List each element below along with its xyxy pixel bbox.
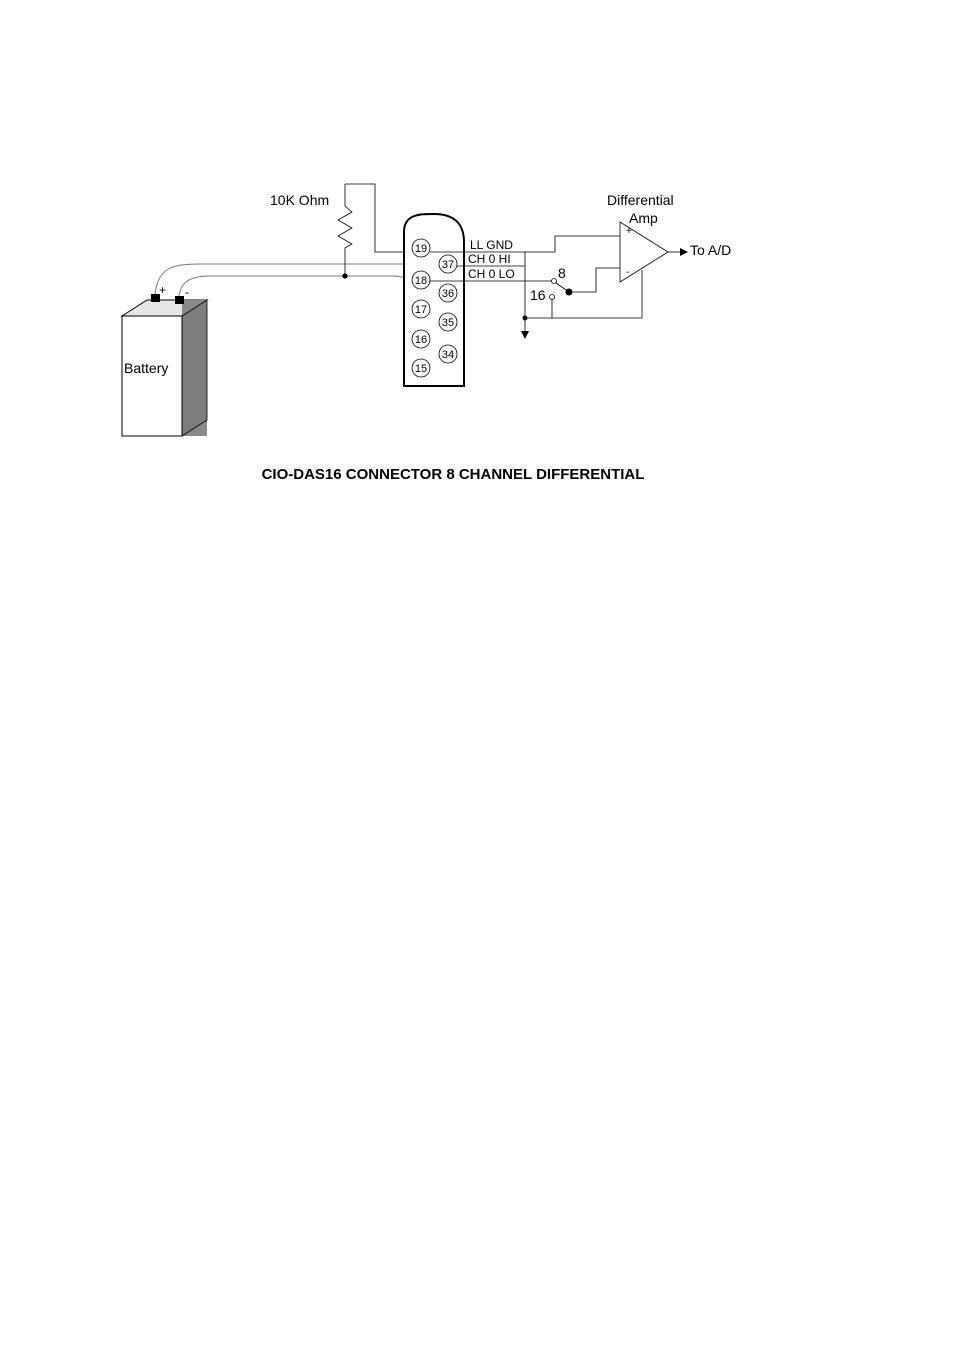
amp-minus-label: - bbox=[626, 267, 630, 278]
positive-wire bbox=[155, 264, 430, 294]
battery-negative-terminal bbox=[175, 296, 184, 304]
pin-label: 18 bbox=[414, 275, 428, 287]
figure-caption: CIO-DAS16 CONNECTOR 8 CHANNEL DIFFERENTIAL bbox=[261, 466, 645, 483]
switch-16-label: 16 bbox=[530, 287, 546, 303]
resistor-symbol bbox=[338, 184, 352, 276]
pin-label: 16 bbox=[414, 334, 428, 346]
amp-label-line1: Differential bbox=[607, 192, 674, 208]
switch-contact-8 bbox=[552, 279, 557, 284]
junction-dot bbox=[342, 273, 347, 278]
battery-plus-label: + bbox=[159, 283, 167, 297]
wiring-diagram bbox=[0, 0, 954, 520]
ch0-lo-label: CH 0 LO bbox=[468, 267, 515, 281]
pin-label: 15 bbox=[414, 363, 428, 375]
pin-label: 37 bbox=[441, 259, 455, 271]
pin-label: 19 bbox=[414, 243, 428, 255]
ground-arrow-icon bbox=[521, 331, 529, 339]
output-arrow-icon bbox=[680, 248, 688, 256]
pin-label: 36 bbox=[441, 288, 455, 300]
pin-label: 17 bbox=[414, 304, 428, 316]
battery-minus-label: - bbox=[185, 285, 189, 299]
resistor-label: 10K Ohm bbox=[270, 192, 330, 208]
amp-label-line2: Amp bbox=[629, 210, 658, 226]
battery-label: Battery bbox=[124, 360, 169, 376]
switch-8-label: 8 bbox=[558, 265, 566, 281]
output-label: To A/D bbox=[690, 242, 732, 258]
ch0-hi-label: CH 0 HI bbox=[468, 252, 511, 266]
pin-label: 35 bbox=[441, 317, 455, 329]
negative-wire bbox=[179, 276, 420, 296]
amp-plus-label: + bbox=[626, 226, 632, 237]
switch-contact-16 bbox=[550, 295, 555, 300]
pin-label: 34 bbox=[441, 349, 455, 361]
ll-gnd-label: LL GND bbox=[470, 238, 513, 252]
